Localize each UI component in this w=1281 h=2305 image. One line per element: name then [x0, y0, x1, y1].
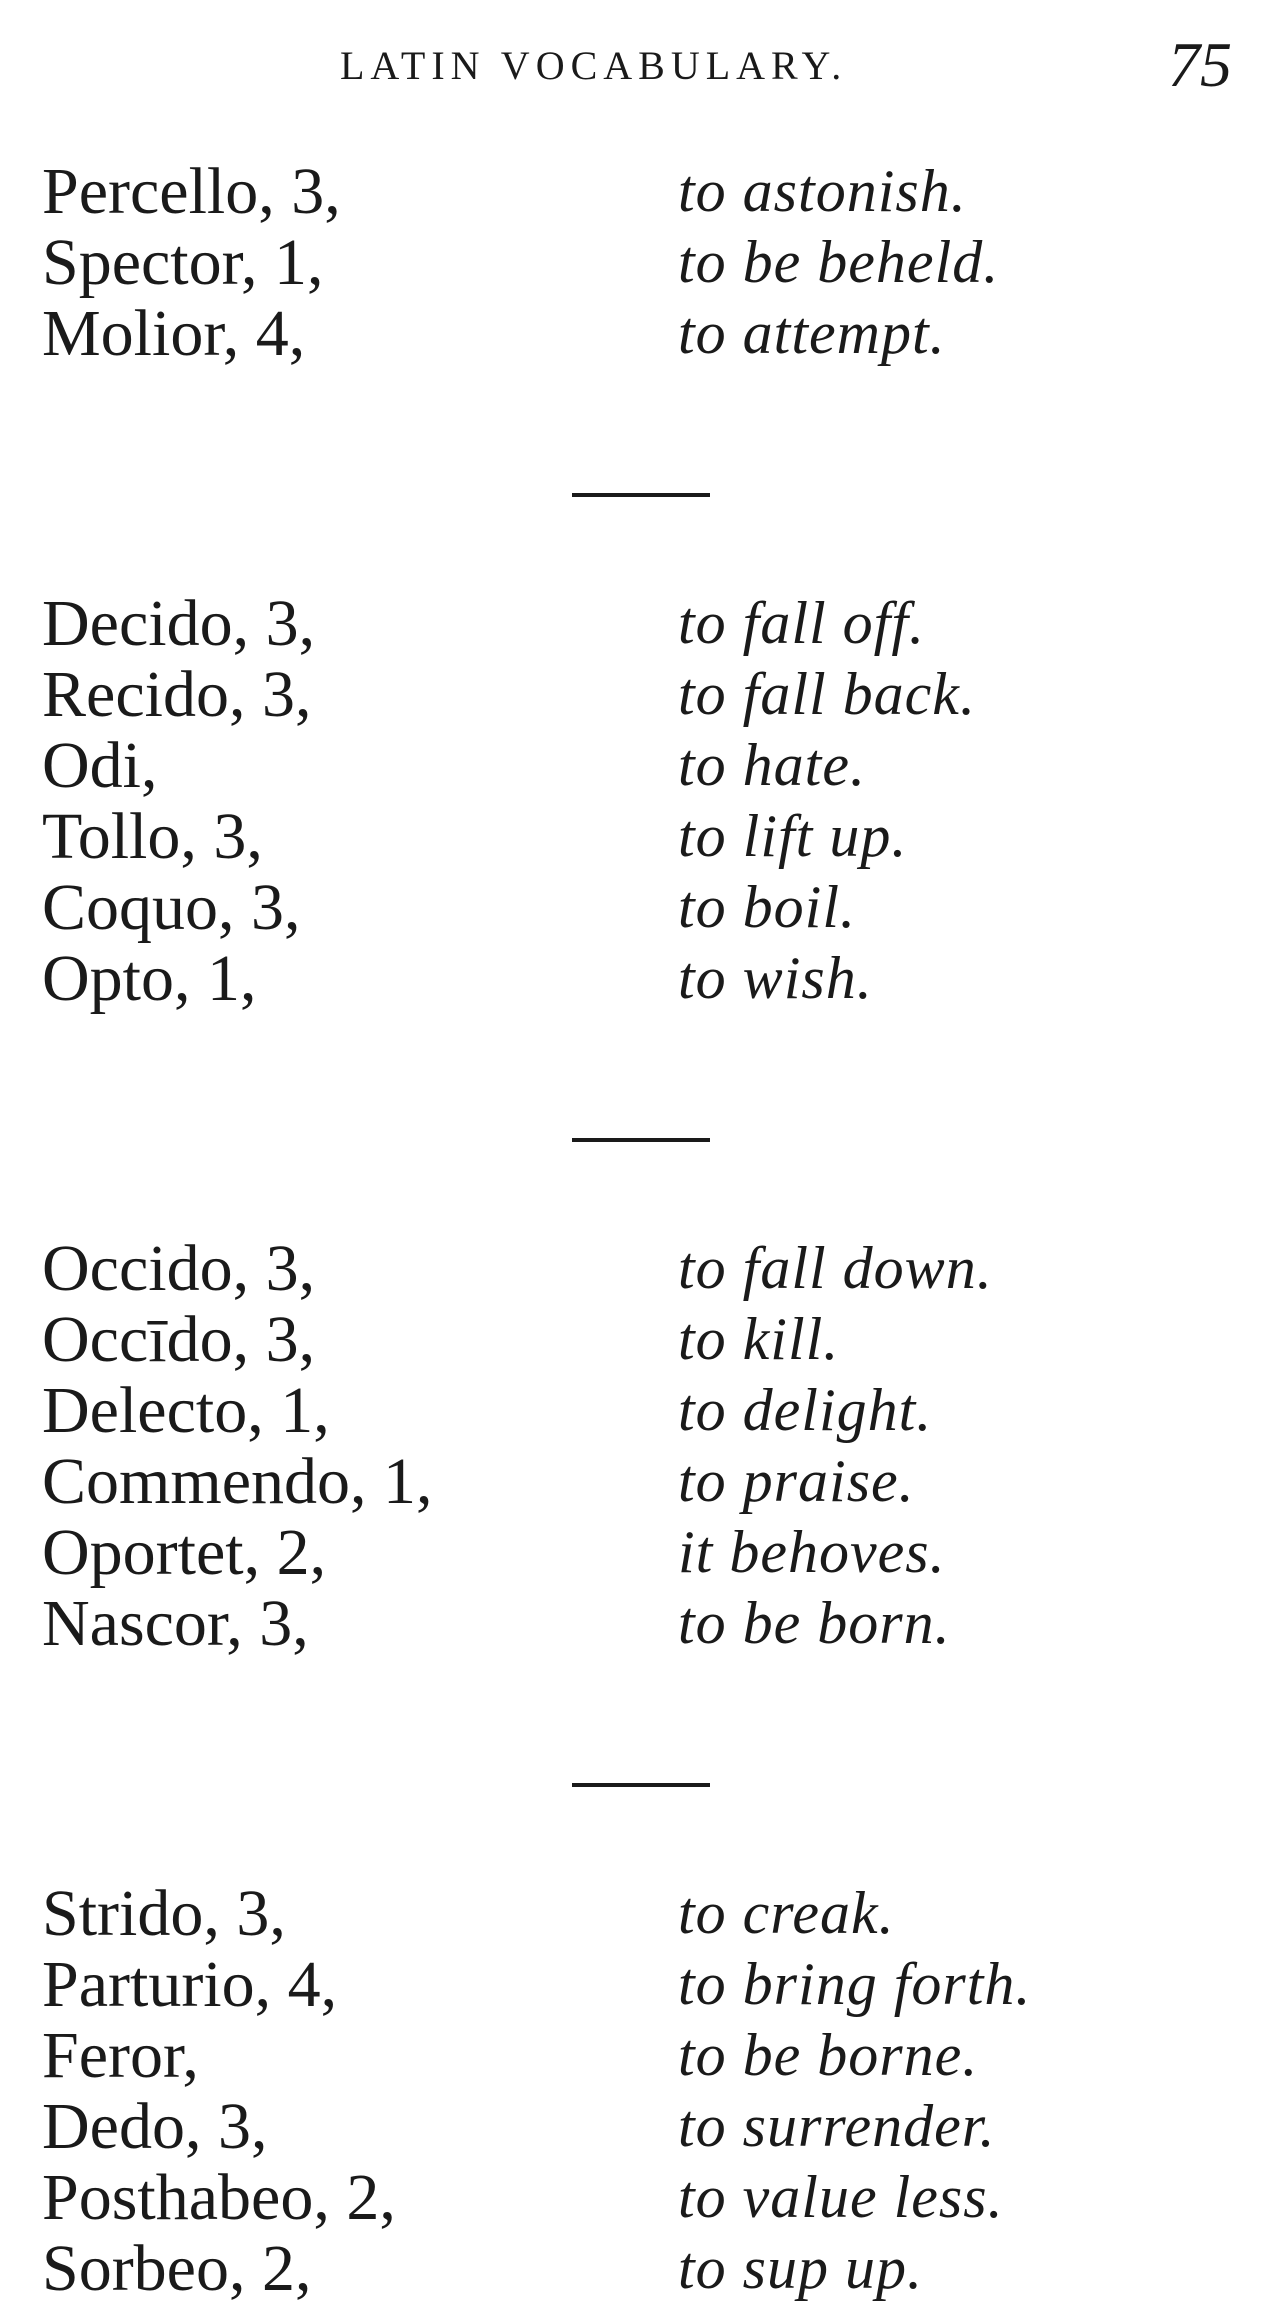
- vocabulary-entry: [0, 2020, 1281, 2091]
- group-separator: [0, 1014, 1281, 1233]
- vocabulary-group: [0, 1878, 1281, 2304]
- english-meaning: to sup up.: [678, 2235, 924, 2301]
- vocabulary-entry: [0, 588, 1281, 659]
- english-meaning: to fall down.: [678, 1235, 993, 1301]
- latin-word: Molior, 4,: [42, 297, 306, 370]
- english-meaning: to praise.: [678, 1448, 915, 1514]
- english-meaning: to bring forth.: [678, 1951, 1032, 2017]
- english-meaning: to be born.: [678, 1590, 951, 1656]
- english-meaning: to creak.: [678, 1880, 895, 1946]
- latin-word: Decido, 3,: [42, 587, 316, 660]
- english-meaning: to fall back.: [678, 661, 976, 727]
- vocabulary-entry: [0, 2162, 1281, 2233]
- vocabulary-group: [0, 588, 1281, 1014]
- english-meaning: to astonish.: [678, 158, 967, 224]
- latin-word: Tollo, 3,: [42, 800, 263, 873]
- vocabulary-entry: [0, 1375, 1281, 1446]
- latin-word: Posthabeo, 2,: [42, 2161, 396, 2234]
- english-meaning: to surrender.: [678, 2093, 996, 2159]
- vocabulary-entry: [0, 872, 1281, 943]
- latin-word: Delecto, 1,: [42, 1374, 330, 1447]
- vocabulary-entry: [0, 1304, 1281, 1375]
- latin-word: Commendo, 1,: [42, 1445, 433, 1518]
- latin-word: Dedo, 3,: [42, 2090, 268, 2163]
- vocabulary-entry: [0, 801, 1281, 872]
- latin-word: Parturio, 4,: [42, 1948, 338, 2021]
- latin-word: Feror,: [42, 2019, 199, 2092]
- vocabulary-group: [0, 1233, 1281, 1659]
- vocabulary-entry: [0, 1446, 1281, 1517]
- vocabulary-entry: [0, 227, 1281, 298]
- vocabulary-entry: [0, 659, 1281, 730]
- separator-rule: [572, 493, 710, 497]
- running-head: [0, 29, 1281, 100]
- vocabulary-entry: [0, 156, 1281, 227]
- vocabulary-list: [0, 156, 1281, 2304]
- vocabulary-entry: [0, 1233, 1281, 1304]
- latin-word: Sorbeo, 2,: [42, 2232, 312, 2305]
- group-separator: [0, 1659, 1281, 1878]
- separator-rule: [572, 1138, 710, 1142]
- latin-word: Percello, 3,: [42, 155, 341, 228]
- english-meaning: to value less.: [678, 2164, 1004, 2230]
- latin-word: Coquo, 3,: [42, 871, 301, 944]
- latin-word: Strido, 3,: [42, 1877, 286, 1950]
- vocabulary-entry: [0, 2233, 1281, 2304]
- latin-word: Odi,: [42, 729, 158, 802]
- english-meaning: to delight.: [678, 1377, 933, 1443]
- latin-word: Nascor, 3,: [42, 1587, 309, 1660]
- vocabulary-entry: [0, 2091, 1281, 2162]
- english-meaning: to wish.: [678, 945, 873, 1011]
- vocabulary-entry: [0, 298, 1281, 369]
- latin-word: Recido, 3,: [42, 658, 312, 731]
- vocabulary-entry: [0, 943, 1281, 1014]
- vocabulary-group: [0, 156, 1281, 369]
- group-separator: [0, 369, 1281, 588]
- english-meaning: to kill.: [678, 1306, 840, 1372]
- english-meaning: to lift up.: [678, 803, 908, 869]
- english-meaning: to boil.: [678, 874, 857, 940]
- english-meaning: to hate.: [678, 732, 866, 798]
- running-title: LATIN VOCABULARY.: [340, 43, 848, 88]
- latin-word: Occīdo, 3,: [42, 1303, 316, 1376]
- latin-word: Occido, 3,: [42, 1232, 316, 1305]
- latin-word: Spector, 1,: [42, 226, 324, 299]
- english-meaning: to fall off.: [678, 590, 926, 656]
- vocabulary-entry: [0, 1878, 1281, 1949]
- english-meaning: it behoves.: [678, 1519, 946, 1585]
- english-meaning: to attempt.: [678, 300, 946, 366]
- latin-word: Opto, 1,: [42, 942, 257, 1015]
- separator-rule: [572, 1783, 710, 1787]
- english-meaning: to be borne.: [678, 2022, 979, 2088]
- vocabulary-entry: [0, 730, 1281, 801]
- vocabulary-entry: [0, 1517, 1281, 1588]
- page-number: 75: [1168, 29, 1232, 100]
- english-meaning: to be beheld.: [678, 229, 1000, 295]
- latin-word: Oportet, 2,: [42, 1516, 327, 1589]
- vocabulary-entry: [0, 1949, 1281, 2020]
- vocabulary-entry: [0, 1588, 1281, 1659]
